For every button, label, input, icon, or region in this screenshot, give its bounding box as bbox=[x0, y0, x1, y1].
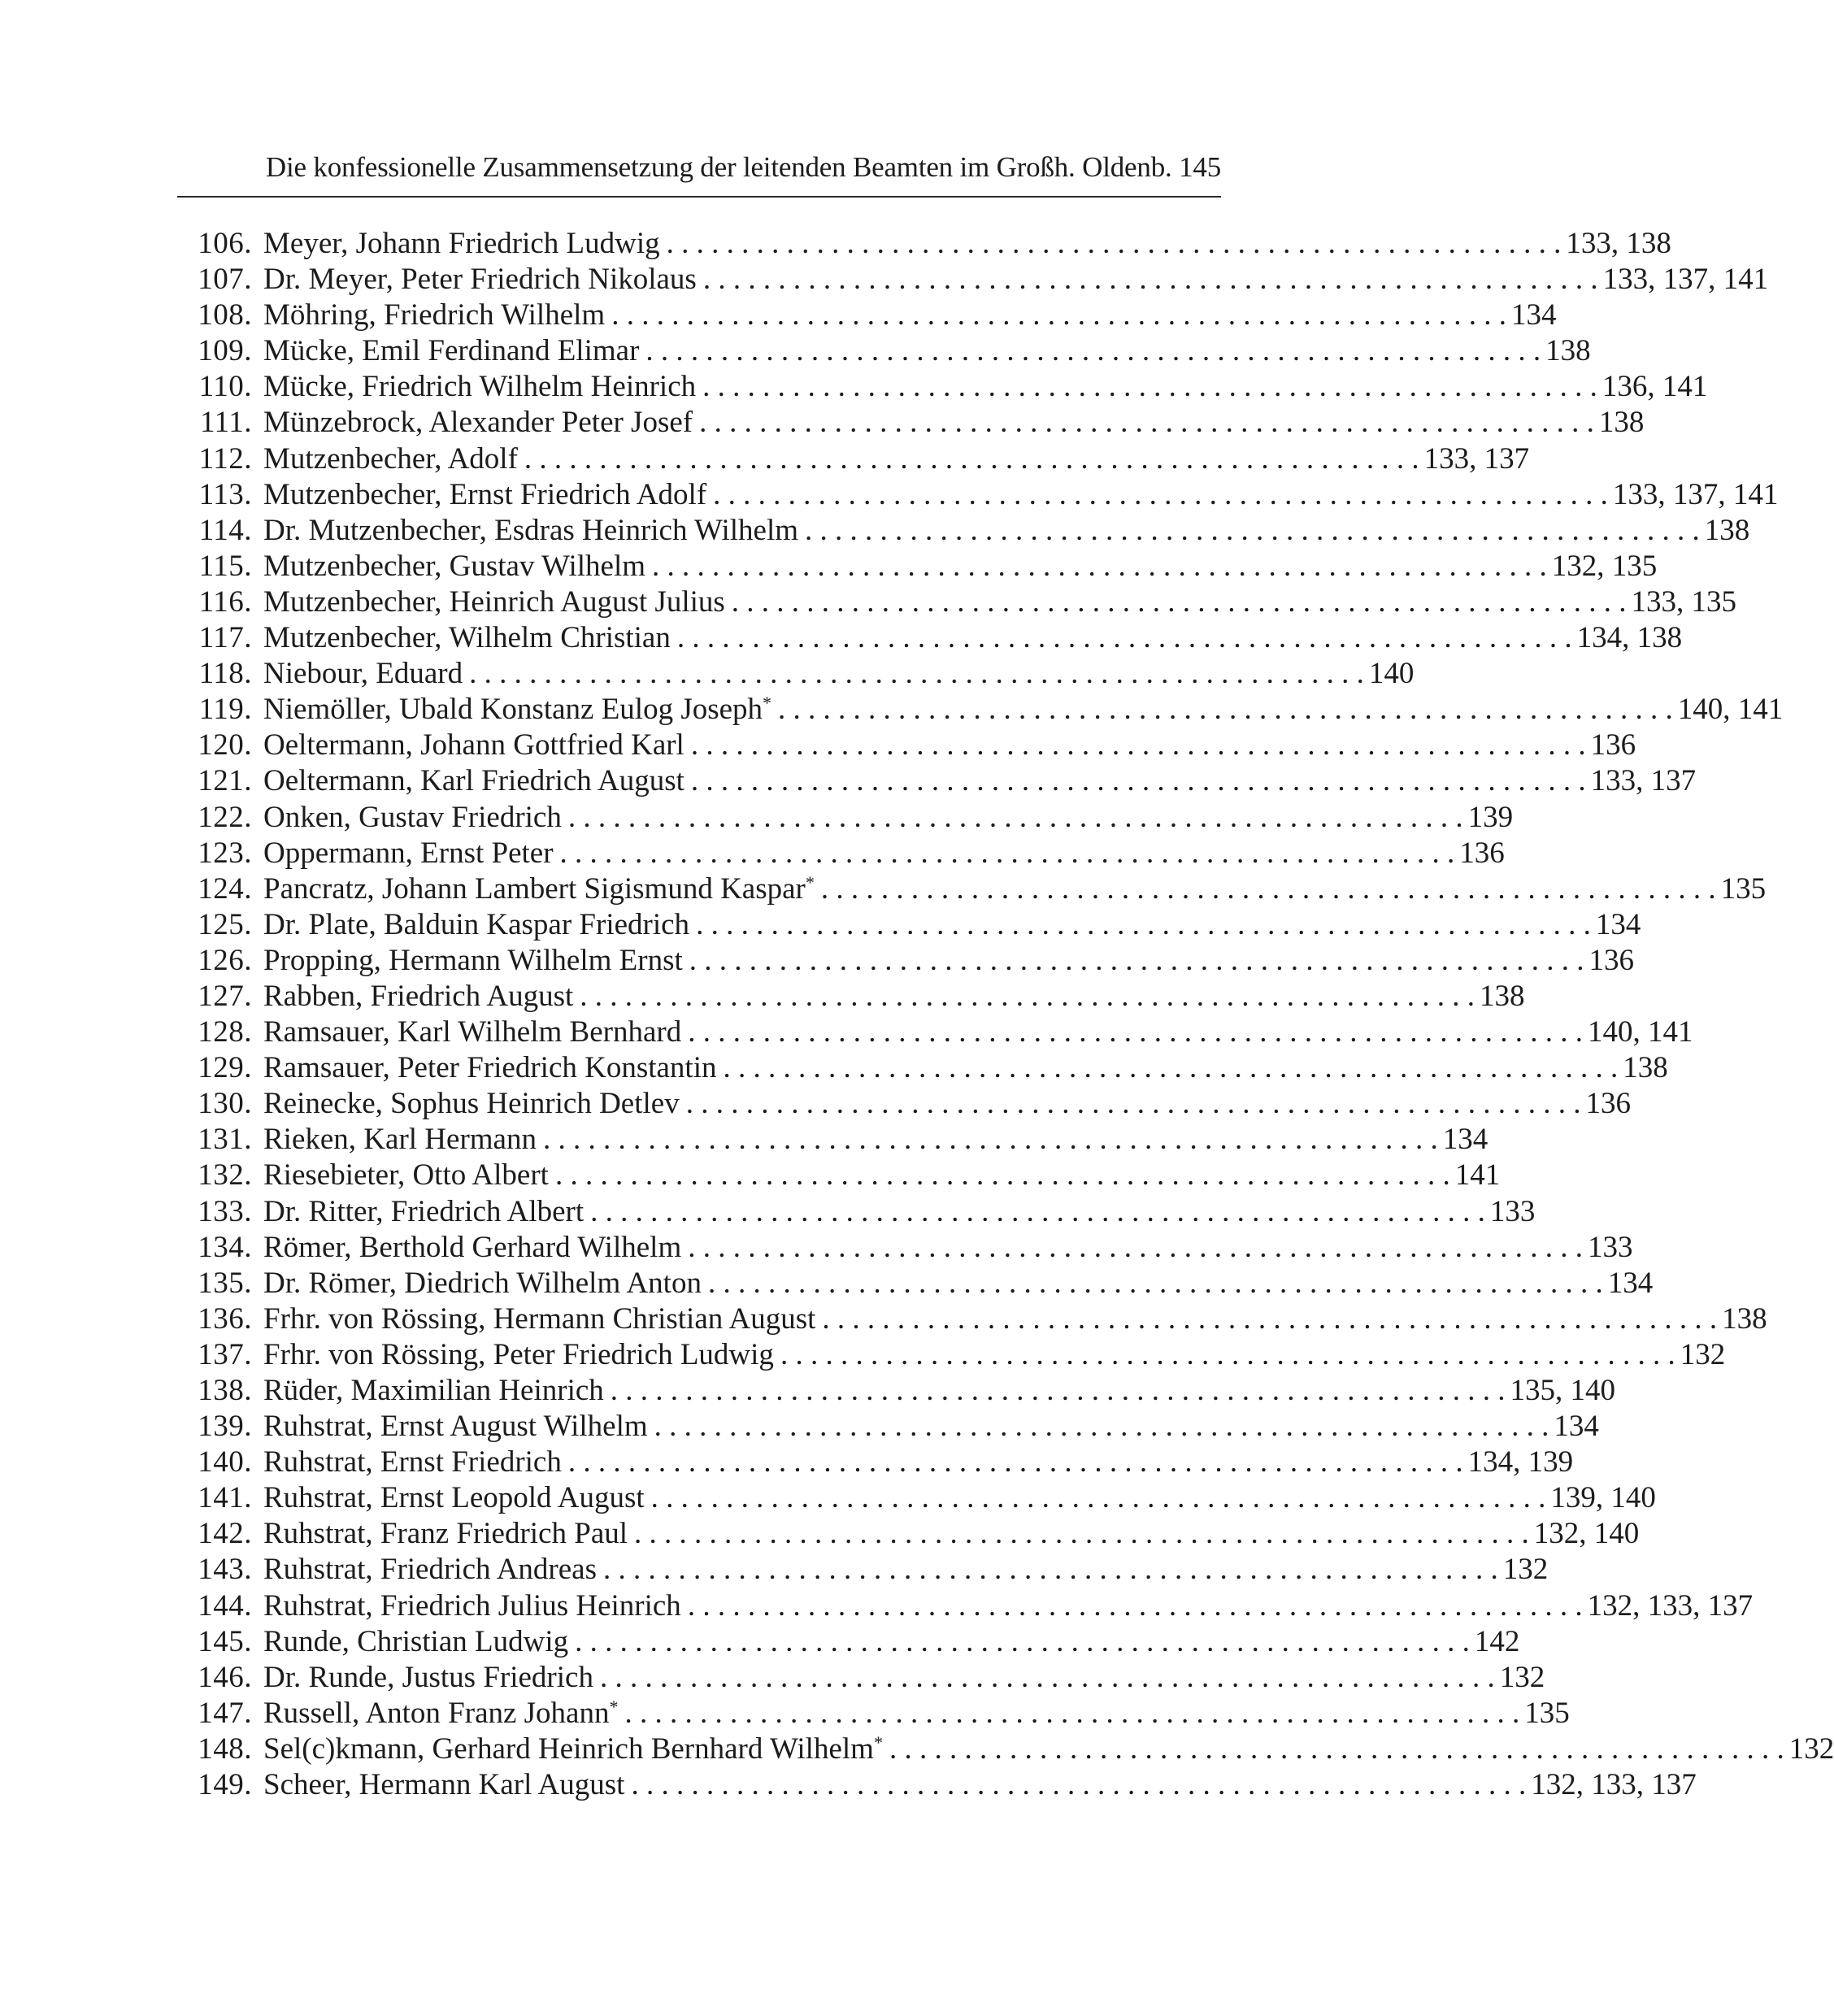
entry-name bbox=[252, 405, 693, 441]
entry-name-text: Oeltermann, Karl Friedrich August bbox=[263, 764, 684, 798]
index-entry bbox=[177, 262, 1769, 298]
entry-name-text: Mutzenbecher, Adolf bbox=[263, 441, 518, 476]
entry-number: 121. bbox=[198, 764, 252, 798]
entry-name bbox=[252, 1588, 681, 1624]
entry-number: 141. bbox=[198, 1481, 252, 1515]
index-entry bbox=[177, 1696, 1570, 1731]
leader-dots: . . . . . . . . . . . . . . . . . . . . . . . . . . . . . . . . . . . . . . . . . . . . . . . . . . . . . . . . . . . . bbox=[687, 1588, 1583, 1623]
entry-name-text: Ruhstrat, Ernst August Wilhelm bbox=[263, 1410, 648, 1444]
leader-dots: . . . . . . . . . . . . . . . . . . . . . . . . . . . . . . . . . . . . . . . . . . . . . . . . . . . . . . . . . . . . bbox=[634, 1517, 1529, 1551]
entry-name bbox=[252, 262, 697, 298]
entry-pages: 136 bbox=[1585, 1087, 1631, 1121]
leader-dots: . . . . . . . . . . . . . . . . . . . . . . . . . . . . . . . . . . . . . . . . . . . . . . . . . . . . . . . . . . . . bbox=[780, 1337, 1675, 1371]
entry-number: 137. bbox=[198, 1337, 252, 1371]
index-entry bbox=[177, 763, 1697, 799]
entry-name bbox=[252, 477, 706, 513]
entry-pages: 132 bbox=[1499, 1660, 1545, 1694]
entry-name bbox=[252, 836, 554, 871]
index-entry bbox=[177, 979, 1525, 1015]
running-head: Die konfessionelle Zusammensetzung der leitenden Beamten im Großh. Oldenb. 145 bbox=[265, 151, 1221, 183]
entry-name bbox=[252, 298, 605, 333]
index-entry bbox=[177, 405, 1645, 441]
entry-name bbox=[252, 1624, 568, 1660]
entry-number: 140. bbox=[198, 1445, 252, 1479]
entry-number: 106. bbox=[198, 227, 252, 260]
index-entry bbox=[177, 1624, 1520, 1660]
entry-name bbox=[252, 1552, 597, 1588]
entry-name-text: Ruhstrat, Friedrich Julius Heinrich bbox=[263, 1588, 681, 1623]
entry-pages: 133, 138 bbox=[1566, 227, 1671, 260]
entry-name bbox=[252, 584, 725, 620]
leader-dots: . . . . . . . . . . . . . . . . . . . . . . . . . . . . . . . . . . . . . . . . . . . . . . . . . . . . . . . . . . . . bbox=[650, 1481, 1546, 1515]
index-entry bbox=[177, 728, 1636, 763]
entry-name bbox=[252, 1731, 883, 1767]
index-entry bbox=[177, 800, 1514, 836]
entry-name-text: Rieken, Karl Hermann bbox=[263, 1123, 537, 1157]
entry-pages: 142 bbox=[1474, 1624, 1520, 1658]
leader-dots: . . . . . . . . . . . . . . . . . . . . . . . . . . . . . . . . . . . . . . . . . . . . . . . . . . . . . . . . . . . . bbox=[676, 621, 1572, 655]
entry-number: 138. bbox=[198, 1374, 252, 1407]
leader-dots: . . . . . . . . . . . . . . . . . . . . . . . . . . . . . . . . . . . . . . . . . . . . . . . . . . . . . . . . . . . . bbox=[580, 979, 1475, 1013]
entry-name-text: Dr. Römer, Diedrich Wilhelm Anton bbox=[263, 1266, 702, 1300]
entry-pages: 138 bbox=[1598, 406, 1645, 440]
index-entry bbox=[177, 477, 1779, 513]
entry-number: 111. bbox=[199, 406, 252, 440]
entry-pages: 135 bbox=[1524, 1696, 1570, 1730]
index-entry bbox=[177, 549, 1658, 584]
entry-pages: 134 bbox=[1510, 298, 1557, 332]
index-entry bbox=[177, 441, 1530, 477]
entry-number: 143. bbox=[198, 1553, 252, 1587]
entry-number: 145. bbox=[198, 1624, 252, 1658]
entry-number: 126. bbox=[198, 943, 252, 977]
entry-name bbox=[252, 1445, 562, 1480]
entry-name-text: Mutzenbecher, Gustav Wilhelm bbox=[263, 549, 646, 583]
entry-name bbox=[252, 728, 684, 763]
header-rule bbox=[177, 196, 1221, 198]
entry-name-text: Dr. Ritter, Friedrich Albert bbox=[263, 1194, 585, 1228]
index-entry bbox=[177, 584, 1737, 620]
entry-number: 131. bbox=[198, 1123, 252, 1157]
entry-name-text: Rabben, Friedrich August bbox=[263, 979, 574, 1013]
leader-dots: . . . . . . . . . . . . . . . . . . . . . . . . . . . . . . . . . . . . . . . . . . . . . . . . . . . . . . . . . . . . bbox=[554, 1158, 1450, 1193]
entry-pages: 133 bbox=[1489, 1194, 1536, 1228]
entry-name-text: Oppermann, Ernst Peter bbox=[263, 836, 554, 870]
leader-dots: . . . . . . . . . . . . . . . . . . . . . . . . . . . . . . . . . . . . . . . . . . . . . . . . . . . . . . . . . . . . bbox=[610, 1374, 1506, 1407]
entry-name bbox=[252, 656, 463, 692]
index-entry bbox=[177, 1552, 1549, 1588]
index-entry bbox=[177, 1588, 1754, 1624]
entry-pages: 132 bbox=[1680, 1337, 1726, 1371]
entry-name bbox=[252, 1122, 537, 1158]
entry-name bbox=[252, 1301, 815, 1337]
entry-pages: 136, 141 bbox=[1601, 370, 1708, 404]
entry-name-text: Meyer, Johann Friedrich Ludwig bbox=[263, 227, 660, 260]
entry-pages: 132, 133, 137 bbox=[1531, 1768, 1697, 1802]
entry-pages: 133 bbox=[1587, 1230, 1633, 1264]
entry-name-text: Frhr. von Rössing, Hermann Christian August bbox=[263, 1301, 816, 1336]
entry-pages: 133, 135 bbox=[1631, 584, 1737, 619]
entry-pages: 133, 137, 141 bbox=[1602, 263, 1769, 297]
entry-name bbox=[252, 1158, 549, 1193]
entry-name-text: Oeltermann, Johann Gottfried Karl bbox=[263, 728, 684, 763]
entry-name bbox=[252, 1230, 681, 1266]
entry-name-text: Pancratz, Johann Lambert Sigismund Kaspar bbox=[263, 871, 806, 906]
entry-number: 117. bbox=[198, 621, 252, 655]
entry-number: 128. bbox=[198, 1015, 252, 1049]
entry-name bbox=[252, 1480, 645, 1516]
entry-name bbox=[252, 1516, 628, 1552]
entry-name-text: Niebour, Eduard bbox=[263, 657, 463, 691]
entry-name bbox=[252, 513, 798, 549]
leader-dots: . . . . . . . . . . . . . . . . . . . . . . . . . . . . . . . . . . . . . . . . . . . . . . . . . . . . . . . . . . . . bbox=[645, 334, 1541, 368]
leader-dots: . . . . . . . . . . . . . . . . . . . . . . . . . . . . . . . . . . . . . . . . . . . . . . . . . . . . . . . . . . . . bbox=[820, 871, 1716, 906]
leader-dots: . . . . . . . . . . . . . . . . . . . . . . . . . . . . . . . . . . . . . . . . . . . . . . . . . . . . . . . . . . . . bbox=[778, 693, 1673, 727]
entry-pages: 140 bbox=[1368, 657, 1415, 691]
entry-pages: 133, 137, 141 bbox=[1612, 477, 1779, 511]
entry-name-text: Ruhstrat, Ernst Leopold August bbox=[263, 1481, 645, 1515]
leader-dots: . . . . . . . . . . . . . . . . . . . . . . . . . . . . . . . . . . . . . . . . . . . . . . . . . . . . . . . . . . . . bbox=[685, 1087, 1581, 1121]
entry-pages: 135 bbox=[1720, 871, 1767, 906]
index-entry bbox=[177, 513, 1750, 549]
entry-name-text: Mutzenbecher, Wilhelm Christian bbox=[263, 621, 671, 655]
leader-dots: . . . . . . . . . . . . . . . . . . . . . . . . . . . . . . . . . . . . . . . . . . . . . . . . . . . . . . . . . . . . bbox=[652, 549, 1547, 583]
index-entry bbox=[177, 692, 1784, 728]
leader-dots: . . . . . . . . . . . . . . . . . . . . . . . . . . . . . . . . . . . . . . . . . . . . . . . . . . . . . . . . . . . . bbox=[688, 1230, 1583, 1264]
index-entry bbox=[177, 226, 1671, 262]
entry-number: 135. bbox=[198, 1266, 252, 1300]
leader-dots: . . . . . . . . . . . . . . . . . . . . . . . . . . . . . . . . . . . . . . . . . . . . . . . . . . . . . . . . . . . . bbox=[559, 836, 1455, 870]
entry-number: 144. bbox=[198, 1588, 252, 1623]
entry-name-text: Dr. Plate, Balduin Kaspar Friedrich bbox=[263, 907, 690, 941]
entry-pages: 134 bbox=[1554, 1410, 1599, 1444]
entry-name-text: Mutzenbecher, Heinrich August Julius bbox=[263, 584, 725, 619]
index-entry bbox=[177, 836, 1505, 871]
entry-number: 130. bbox=[198, 1087, 252, 1121]
entry-pages: 141 bbox=[1454, 1158, 1501, 1193]
entry-pages: 136 bbox=[1590, 728, 1636, 763]
entry-name-text: Propping, Hermann Wilhelm Ernst bbox=[263, 943, 683, 977]
index-entry bbox=[177, 907, 1641, 943]
leader-dots: . . . . . . . . . . . . . . . . . . . . . . . . . . . . . . . . . . . . . . . . . . . . . . . . . . . . . . . . . . . . bbox=[603, 1553, 1498, 1587]
leader-dots: . . . . . . . . . . . . . . . . . . . . . . . . . . . . . . . . . . . . . . . . . . . . . . . . . . . . . . . . . . . . bbox=[654, 1410, 1549, 1444]
entry-name-text: Mutzenbecher, Ernst Friedrich Adolf bbox=[263, 477, 707, 511]
entry-name bbox=[252, 333, 639, 369]
entry-number: 122. bbox=[198, 800, 252, 834]
index-entry bbox=[177, 1122, 1488, 1158]
entry-pages: 134 bbox=[1595, 907, 1641, 941]
entry-name-text: Dr. Mutzenbecher, Esdras Heinrich Wilhelm bbox=[263, 513, 799, 547]
entry-pages: 134, 138 bbox=[1576, 621, 1683, 655]
index-entry bbox=[177, 1516, 1640, 1552]
entry-name-text: Russell, Anton Franz Johann bbox=[263, 1696, 610, 1730]
leader-dots: . . . . . . . . . . . . . . . . . . . . . . . . . . . . . . . . . . . . . . . . . . . . . . . . . . . . . . . . . . . . bbox=[805, 513, 1700, 547]
index-entry bbox=[177, 1301, 1767, 1337]
entry-number: 124. bbox=[198, 871, 252, 906]
entry-pages: 132 bbox=[1502, 1553, 1549, 1587]
index-entry bbox=[177, 1230, 1633, 1266]
entry-pages: 135, 140 bbox=[1510, 1374, 1616, 1407]
entry-name-text: Riesebieter, Otto Albert bbox=[263, 1158, 549, 1193]
leader-dots: . . . . . . . . . . . . . . . . . . . . . . . . . . . . . . . . . . . . . . . . . . . . . . . . . . . . . . . . . . . . bbox=[699, 406, 1594, 440]
entry-name bbox=[252, 800, 562, 836]
entry-number: 139. bbox=[198, 1410, 252, 1444]
entry-footnote-mark: * bbox=[805, 871, 815, 893]
leader-dots: . . . . . . . . . . . . . . . . . . . . . . . . . . . . . . . . . . . . . . . . . . . . . . . . . . . . . . . . . . . . bbox=[723, 1051, 1619, 1085]
leader-dots: . . . . . . . . . . . . . . . . . . . . . . . . . . . . . . . . . . . . . . . . . . . . . . . . . . . . . . . . . . . . bbox=[590, 1194, 1485, 1228]
entry-pages: 133, 137 bbox=[1590, 764, 1697, 798]
leader-dots: . . . . . . . . . . . . . . . . . . . . . . . . . . . . . . . . . . . . . . . . . . . . . . . . . . . . . . . . . . . . bbox=[690, 728, 1586, 763]
leader-dots: . . . . . . . . . . . . . . . . . . . . . . . . . . . . . . . . . . . . . . . . . . . . . . . . . . . . . . . . . . . . bbox=[666, 227, 1562, 260]
entry-name-text: Runde, Christian Ludwig bbox=[263, 1624, 569, 1658]
entry-number: 120. bbox=[198, 728, 252, 763]
index-entry bbox=[177, 620, 1683, 656]
entry-number: 108. bbox=[198, 298, 252, 332]
entry-name bbox=[252, 907, 689, 943]
entry-number: 114. bbox=[198, 513, 252, 547]
leader-dots: . . . . . . . . . . . . . . . . . . . . . . . . . . . . . . . . . . . . . . . . . . . . . . . . . . . . . . . . . . . . bbox=[702, 263, 1598, 297]
index-entry bbox=[177, 298, 1557, 333]
index-entry bbox=[177, 656, 1415, 692]
entry-pages: 132, 140 bbox=[1533, 1517, 1640, 1551]
entry-name-text: Niemöller, Ubald Konstanz Eulog Joseph bbox=[263, 693, 763, 727]
entry-name-text: Dr. Meyer, Peter Friedrich Nikolaus bbox=[263, 263, 697, 297]
index-entry bbox=[177, 1767, 1697, 1803]
entry-pages: 134, 139 bbox=[1467, 1445, 1574, 1479]
index-entry bbox=[177, 1015, 1693, 1050]
index-entry bbox=[177, 1409, 1599, 1445]
index-entry bbox=[177, 369, 1708, 405]
entry-number: 147. bbox=[198, 1696, 252, 1730]
entry-number: 133. bbox=[198, 1194, 252, 1228]
entry-number: 142. bbox=[198, 1517, 252, 1551]
leader-dots: . . . . . . . . . . . . . . . . . . . . . . . . . . . . . . . . . . . . . . . . . . . . . . . . . . . . . . . . . . . . bbox=[624, 1696, 1520, 1730]
entry-name bbox=[252, 943, 683, 979]
entry-name bbox=[252, 1050, 717, 1086]
entry-footnote-mark: * bbox=[763, 693, 772, 714]
entry-pages: 136 bbox=[1588, 943, 1635, 977]
entry-number: 129. bbox=[198, 1051, 252, 1085]
entry-name bbox=[252, 1660, 593, 1696]
leader-dots: . . . . . . . . . . . . . . . . . . . . . . . . . . . . . . . . . . . . . . . . . . . . . . . . . . . . . . . . . . . . bbox=[567, 800, 1463, 834]
entry-name-text: Sel(c)kmann, Gerhard Heinrich Bernhard Wilhelm bbox=[263, 1731, 874, 1766]
entry-number: 116. bbox=[198, 584, 252, 619]
index-entry bbox=[177, 1158, 1501, 1193]
entry-name-text: Frhr. von Rössing, Peter Friedrich Ludwig bbox=[263, 1337, 774, 1371]
entry-number: 134. bbox=[198, 1230, 252, 1264]
entry-pages: 138 bbox=[1722, 1301, 1767, 1336]
entry-number: 109. bbox=[198, 334, 252, 368]
entry-name bbox=[252, 979, 573, 1015]
entry-pages: 139, 140 bbox=[1550, 1481, 1656, 1515]
entry-name-text: Dr. Runde, Justus Friedrich bbox=[263, 1660, 593, 1694]
leader-dots: . . . . . . . . . . . . . . . . . . . . . . . . . . . . . . . . . . . . . . . . . . . . . . . . . . . . . . . . . . . . bbox=[889, 1731, 1784, 1766]
entry-name bbox=[252, 226, 660, 262]
leader-dots: . . . . . . . . . . . . . . . . . . . . . . . . . . . . . . . . . . . . . . . . . . . . . . . . . . . . . . . . . . . . bbox=[575, 1624, 1470, 1658]
entry-name-text: Ruhstrat, Friedrich Andreas bbox=[263, 1553, 597, 1587]
entry-name-text: Scheer, Hermann Karl August bbox=[263, 1768, 625, 1802]
entry-pages: 138 bbox=[1480, 979, 1525, 1013]
leader-dots: . . . . . . . . . . . . . . . . . . . . . . . . . . . . . . . . . . . . . . . . . . . . . . . . . . . . . . . . . . . . bbox=[688, 1015, 1583, 1049]
entry-name-text: Mücke, Emil Ferdinand Elimar bbox=[263, 334, 640, 368]
entry-name-text: Reinecke, Sophus Heinrich Detlev bbox=[263, 1087, 680, 1121]
entry-pages: 140, 141 bbox=[1587, 1015, 1693, 1049]
entry-footnote-mark: * bbox=[609, 1696, 619, 1717]
leader-dots: . . . . . . . . . . . . . . . . . . . . . . . . . . . . . . . . . . . . . . . . . . . . . . . . . . . . . . . . . . . . bbox=[567, 1445, 1463, 1479]
entry-number: 112. bbox=[198, 441, 252, 476]
entry-name-text: Ruhstrat, Ernst Friedrich bbox=[263, 1445, 562, 1479]
entry-name bbox=[252, 1266, 702, 1301]
entry-name-text: Ramsauer, Peter Friedrich Konstantin bbox=[263, 1051, 717, 1085]
entry-number: 110. bbox=[198, 370, 252, 404]
entry-number: 149. bbox=[198, 1768, 252, 1802]
entry-name bbox=[252, 549, 645, 584]
index-entry bbox=[177, 1445, 1574, 1480]
leader-dots: . . . . . . . . . . . . . . . . . . . . . . . . . . . . . . . . . . . . . . . . . . . . . . . . . . . . . . . . . . . . bbox=[713, 477, 1608, 511]
entry-name bbox=[252, 1015, 681, 1050]
leader-dots: . . . . . . . . . . . . . . . . . . . . . . . . . . . . . . . . . . . . . . . . . . . . . . . . . . . . . . . . . . . . bbox=[696, 907, 1591, 941]
entry-number: 113. bbox=[198, 477, 252, 511]
entry-name bbox=[252, 1767, 624, 1803]
entry-pages: 139 bbox=[1467, 800, 1514, 834]
index-entry bbox=[177, 1266, 1654, 1301]
entry-pages: 136 bbox=[1459, 836, 1505, 870]
entry-name-text: Rüder, Maximilian Heinrich bbox=[263, 1374, 604, 1407]
entry-name bbox=[252, 1194, 584, 1230]
leader-dots: . . . . . . . . . . . . . . . . . . . . . . . . . . . . . . . . . . . . . . . . . . . . . . . . . . . . . . . . . . . . bbox=[707, 1266, 1603, 1300]
entry-number: 107. bbox=[198, 263, 252, 297]
leader-dots: . . . . . . . . . . . . . . . . . . . . . . . . . . . . . . . . . . . . . . . . . . . . . . . . . . . . . . . . . . . . bbox=[702, 370, 1597, 404]
entry-number: 136. bbox=[198, 1301, 252, 1336]
entry-number: 148. bbox=[198, 1731, 252, 1766]
entry-number: 115. bbox=[198, 549, 252, 583]
entry-name bbox=[252, 871, 815, 907]
entry-name-text: Ruhstrat, Franz Friedrich Paul bbox=[263, 1517, 628, 1551]
entry-name bbox=[252, 1696, 618, 1731]
index-entry bbox=[177, 1194, 1536, 1230]
entry-pages: 132 bbox=[1788, 1731, 1834, 1766]
entry-name bbox=[252, 369, 696, 405]
index-entry bbox=[177, 1480, 1656, 1516]
index-entry bbox=[177, 1660, 1545, 1696]
name-index-list bbox=[177, 226, 1834, 1803]
entry-pages: 138 bbox=[1623, 1051, 1668, 1085]
index-entry bbox=[177, 943, 1635, 979]
entry-pages: 133, 137 bbox=[1423, 441, 1530, 476]
entry-name bbox=[252, 692, 771, 728]
index-entry bbox=[177, 1050, 1668, 1086]
entry-name-text: Ramsauer, Karl Wilhelm Bernhard bbox=[263, 1015, 682, 1049]
index-entry bbox=[177, 1373, 1616, 1409]
entry-pages: 138 bbox=[1704, 513, 1750, 547]
entry-name bbox=[252, 620, 671, 656]
entry-name-text: Römer, Berthold Gerhard Wilhelm bbox=[263, 1230, 682, 1264]
entry-name-text: Münzebrock, Alexander Peter Josef bbox=[263, 406, 693, 440]
entry-name bbox=[252, 763, 684, 799]
index-entry bbox=[177, 1086, 1631, 1122]
index-entry bbox=[177, 1337, 1726, 1373]
entry-pages: 140, 141 bbox=[1677, 693, 1784, 727]
index-entry bbox=[177, 333, 1591, 369]
index-entry bbox=[177, 871, 1767, 907]
entry-number: 119. bbox=[198, 693, 252, 727]
leader-dots: . . . . . . . . . . . . . . . . . . . . . . . . . . . . . . . . . . . . . . . . . . . . . . . . . . . . . . . . . . . . bbox=[599, 1660, 1495, 1694]
leader-dots: . . . . . . . . . . . . . . . . . . . . . . . . . . . . . . . . . . . . . . . . . . . . . . . . . . . . . . . . . . . . bbox=[524, 441, 1419, 476]
entry-pages: 138 bbox=[1545, 334, 1591, 368]
index-entry bbox=[177, 1731, 1834, 1767]
entry-number: 146. bbox=[198, 1660, 252, 1694]
entry-pages: 132, 135 bbox=[1551, 549, 1658, 583]
leader-dots: . . . . . . . . . . . . . . . . . . . . . . . . . . . . . . . . . . . . . . . . . . . . . . . . . . . . . . . . . . . . bbox=[731, 584, 1627, 619]
leader-dots: . . . . . . . . . . . . . . . . . . . . . . . . . . . . . . . . . . . . . . . . . . . . . . . . . . . . . . . . . . . . bbox=[631, 1768, 1527, 1802]
entry-name-text: Onken, Gustav Friedrich bbox=[263, 800, 562, 834]
leader-dots: . . . . . . . . . . . . . . . . . . . . . . . . . . . . . . . . . . . . . . . . . . . . . . . . . . . . . . . . . . . . bbox=[611, 298, 1506, 332]
leader-dots: . . . . . . . . . . . . . . . . . . . . . . . . . . . . . . . . . . . . . . . . . . . . . . . . . . . . . . . . . . . . bbox=[689, 943, 1584, 977]
entry-footnote-mark: * bbox=[873, 1731, 883, 1753]
entry-number: 132. bbox=[198, 1158, 252, 1193]
entry-name bbox=[252, 1373, 604, 1409]
entry-name-text: Mücke, Friedrich Wilhelm Heinrich bbox=[263, 370, 697, 404]
entry-name-text: Möhring, Friedrich Wilhelm bbox=[263, 298, 606, 332]
entry-pages: 132, 133, 137 bbox=[1587, 1588, 1754, 1623]
entry-pages: 134 bbox=[1442, 1123, 1488, 1157]
entry-name bbox=[252, 1337, 774, 1373]
leader-dots: . . . . . . . . . . . . . . . . . . . . . . . . . . . . . . . . . . . . . . . . . . . . . . . . . . . . . . . . . . . . bbox=[542, 1123, 1438, 1157]
entry-name bbox=[252, 1409, 648, 1445]
leader-dots: . . . . . . . . . . . . . . . . . . . . . . . . . . . . . . . . . . . . . . . . . . . . . . . . . . . . . . . . . . . . bbox=[690, 764, 1586, 798]
entry-number: 118. bbox=[198, 657, 252, 691]
leader-dots: . . . . . . . . . . . . . . . . . . . . . . . . . . . . . . . . . . . . . . . . . . . . . . . . . . . . . . . . . . . . bbox=[469, 657, 1364, 691]
entry-number: 127. bbox=[198, 979, 252, 1013]
entry-name bbox=[252, 441, 518, 477]
entry-number: 123. bbox=[198, 836, 252, 870]
entry-name bbox=[252, 1086, 680, 1122]
entry-pages: 134 bbox=[1607, 1266, 1654, 1300]
leader-dots: . . . . . . . . . . . . . . . . . . . . . . . . . . . . . . . . . . . . . . . . . . . . . . . . . . . . . . . . . . . . bbox=[822, 1301, 1718, 1336]
entry-number: 125. bbox=[198, 907, 252, 941]
